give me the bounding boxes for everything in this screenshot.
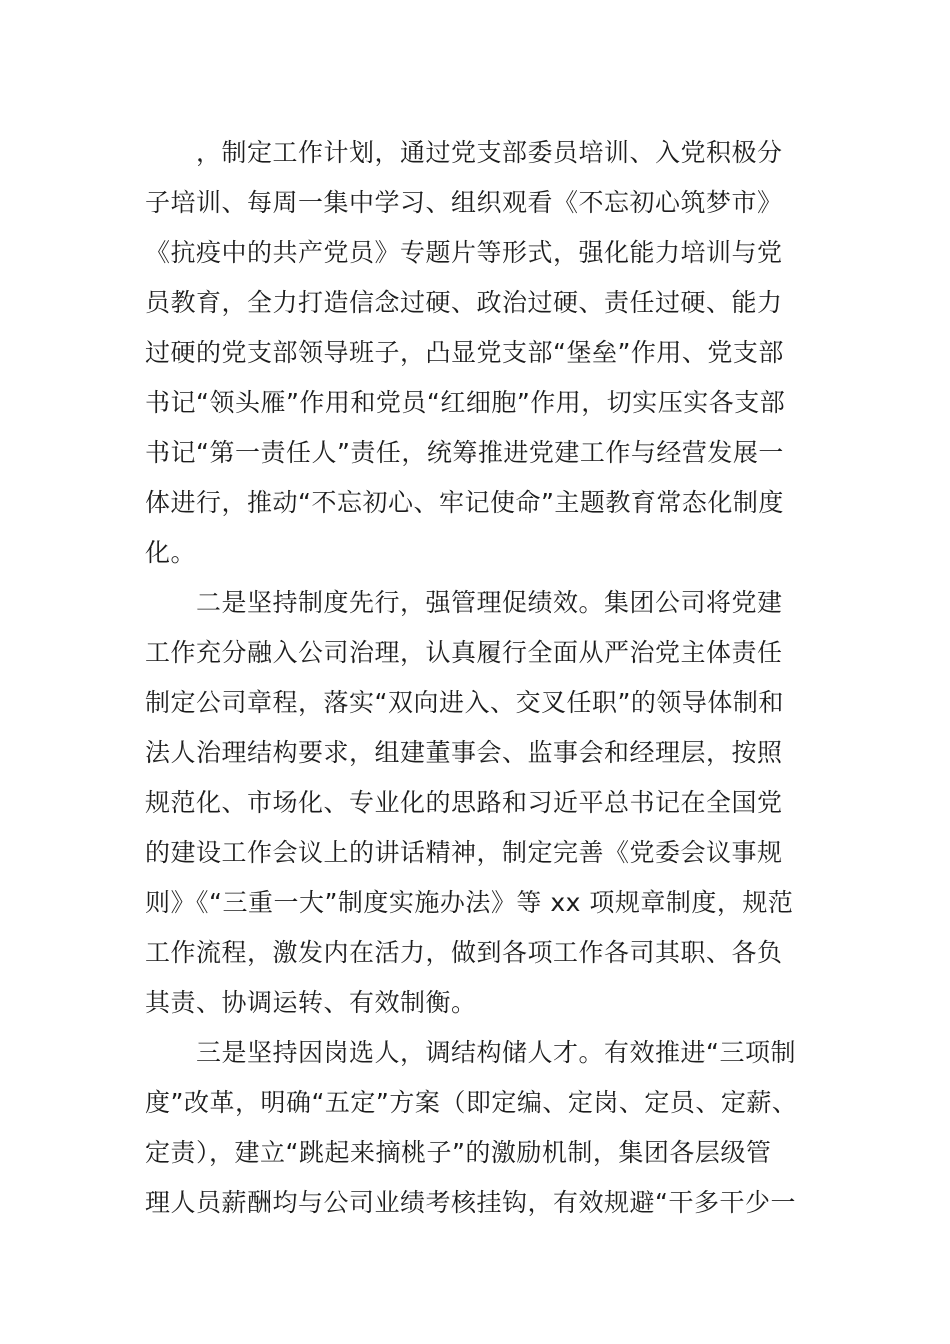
text-line: 二是坚持制度先行，强管理促绩效。集团公司将党建 bbox=[145, 588, 783, 617]
text-line: 制定公司章程，落实“双向进入、交叉任职”的领导体制和 bbox=[145, 688, 784, 717]
text-line: 书记“第一责任人”责任，统筹推进党建工作与经营发展一 bbox=[145, 438, 784, 467]
text-line: 员教育，全力打造信念过硬、政治过硬、责任过硬、能力 bbox=[145, 288, 783, 317]
text-line: 规范化、市场化、专业化的思路和习近平总书记在全国党 bbox=[145, 788, 783, 817]
text-line: 理人员薪酬均与公司业绩考核挂钩，有效规避“干多干少一 bbox=[145, 1188, 796, 1217]
text-line: 《抗疫中的共产党员》专题片等形式，强化能力培训与党 bbox=[145, 238, 783, 267]
text-line: 过硬的党支部领导班子，凸显党支部“堡垒”作用、党支部 bbox=[145, 338, 784, 367]
text-line: 工作充分融入公司治理，认真履行全面从严治党主体责任 bbox=[145, 638, 783, 667]
text-line: 的建设工作会议上的讲话精神，制定完善《党委会议事规 bbox=[145, 838, 783, 867]
text-line: 其责、协调运转、有效制衡。 bbox=[145, 988, 477, 1017]
text-line: 工作流程，激发内在活力，做到各项工作各司其职、各负 bbox=[145, 938, 783, 967]
text-line: 体进行，推动“不忘初心、牢记使命”主题教育常态化制度 bbox=[145, 488, 784, 517]
text-line: 化。 bbox=[145, 538, 197, 567]
text-line: 法人治理结构要求，组建董事会、监事会和经理层，按照 bbox=[145, 738, 783, 767]
text-line: 子培训、每周一集中学习、组织观看《不忘初心筑梦市》 bbox=[145, 188, 783, 217]
text-line: 度”改革，明确“五定”方案（即定编、定岗、定员、定薪、 bbox=[145, 1088, 798, 1117]
text-line: ，制定工作计划，通过党支部委员培训、入党积极分 bbox=[145, 138, 783, 167]
text-line: 书记“领头雁”作用和党员“红细胞”作用，切实压实各支部 bbox=[145, 388, 786, 417]
text-line: 三是坚持因岗选人，调结构储人才。有效推进“三项制 bbox=[145, 1038, 796, 1067]
text-line: 则》《“三重一大”制度实施办法》等 xx 项规章制度，规范 bbox=[145, 888, 794, 917]
document-body bbox=[145, 128, 810, 1228]
text-line: 定责），建立“跳起来摘桃子”的激励机制，集团各层级管 bbox=[145, 1138, 772, 1167]
